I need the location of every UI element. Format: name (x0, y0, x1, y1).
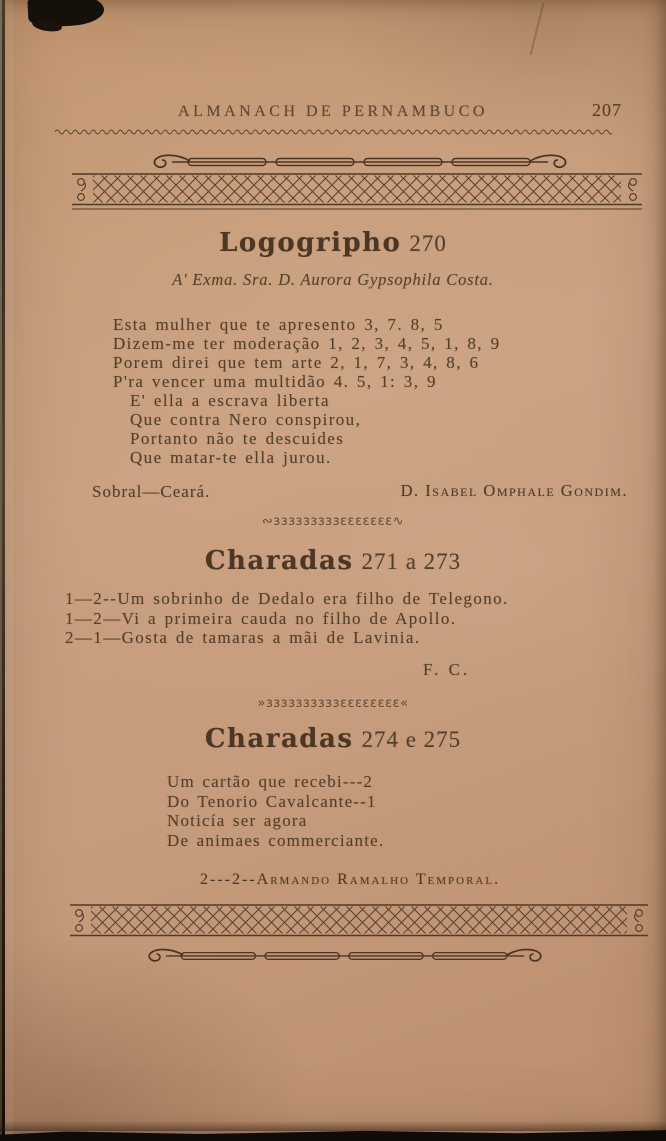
logogripho-heading (0, 228, 666, 258)
poem-line: Que contra Nero conspirou, (130, 410, 362, 429)
charadas-271-title: Charadas (204, 546, 354, 576)
poem-line: Porem direi que tem arte 2, 1, 7, 3, 4, 8, 6 (113, 353, 480, 372)
section-divider-ornament: »ɜɜɜɜɜɜɜɜɜɜɛɛɛɛɛɛɛɛ« (257, 696, 409, 711)
charadas-271-author: F. C. (423, 660, 471, 679)
charada-line: 2—1—Gosta de tamaras a mãi de Lavinia. (65, 628, 421, 647)
paper-scratch (529, 3, 544, 56)
charadas-271-heading (0, 546, 666, 576)
charadas-274-verse (167, 772, 384, 850)
bottom-scroll-rule-ornament (145, 944, 545, 966)
top-lattice-border (72, 172, 642, 212)
attribution-place: Sobral—Ceará. (92, 482, 211, 501)
poem-line: Portanto não te descuides (130, 429, 345, 448)
top-scroll-rule-ornament (150, 150, 570, 172)
charada-line: 1—2--Um sobrinho de Dedalo era filho de Telegono. (65, 589, 509, 608)
section-divider-ornament: ∾ɜɜɜɜɜɜɜɜɜɛɛɛɛɛɛɛ∿ (261, 514, 405, 529)
poem-line: Que matar-te ella jurou. (130, 448, 332, 467)
charadas-271-lines (65, 589, 509, 648)
logogripho-title: Logogripho (219, 228, 402, 258)
page-header (0, 103, 666, 121)
bottom-lattice-border (70, 903, 648, 943)
poem-line: Dizem-me ter moderação 1, 2, 3, 4, 5, 1, 8, 9 (113, 334, 501, 353)
charadas-274-heading (0, 724, 666, 754)
poem-line: P'ra vencer uma multidão 4. 5, 1: 3, 9 (113, 372, 437, 391)
verse-line: Noticía ser agora (167, 811, 308, 830)
attribution-author: D. Isabel Omphale Gondim. (400, 481, 628, 500)
verse-line: Do Tenorio Cavalcante--1 (167, 791, 377, 811)
bottom-page-shadow (0, 1121, 666, 1131)
poem-line: E' ella a escrava liberta (130, 391, 330, 410)
charadas-274-signature: 2---2--Armando Ramalho Temporal. (200, 871, 501, 888)
charada-line: 1—2—Vi a primeira cauda no filho de Apollo. (65, 608, 457, 628)
verse-line: De animaes commerciante. (167, 830, 385, 850)
charadas-271-range: 271 a 273 (361, 549, 462, 574)
dedication: A' Exma. Sra. D. Aurora Gypsophila Costa. (172, 270, 494, 289)
charadas-274-title: Charadas (204, 724, 354, 754)
charadas-274-range: 274 e 275 (361, 727, 462, 752)
wavy-rule-ornament (55, 127, 612, 137)
page-number: 207 (592, 100, 622, 120)
poem-line: Esta mulher que te apresento 3, 7. 8, 5 (113, 315, 444, 334)
logogripho-poem (113, 315, 501, 467)
logogripho-number: 270 (409, 231, 447, 256)
running-title: ALMANACH DE PERNAMBUCO (178, 103, 488, 120)
verse-line: Um cartão que recebi---2 (167, 772, 374, 791)
